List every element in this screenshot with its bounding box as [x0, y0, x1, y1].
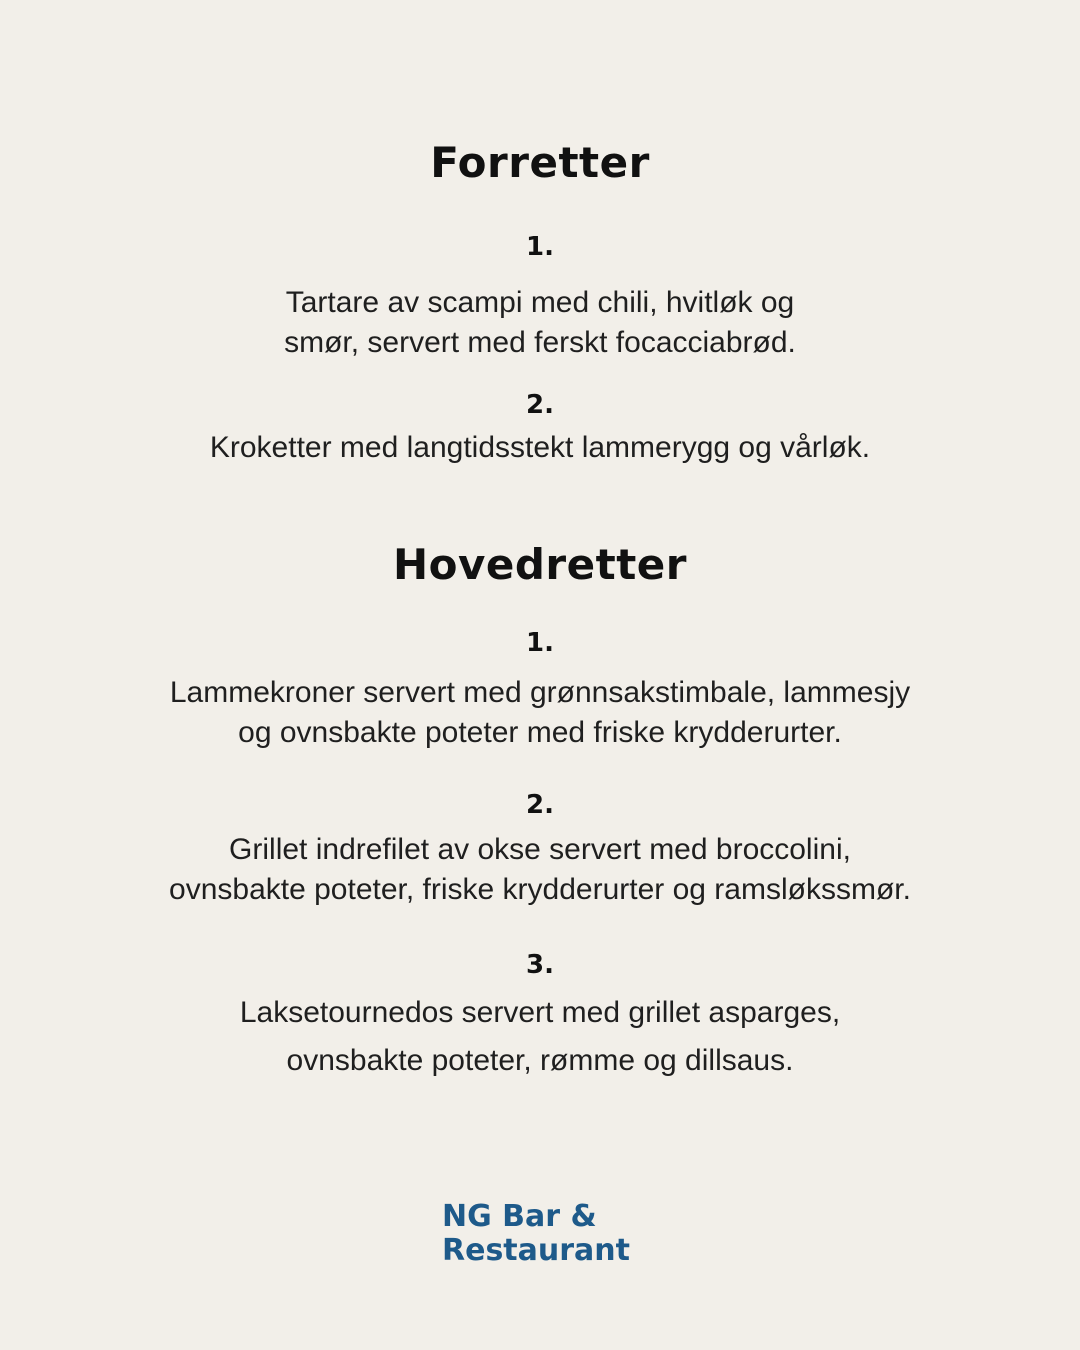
- starter-2-line-1: Kroketter med langtidsstekt lammerygg og vårløk.: [209, 431, 871, 464]
- main-3-description: [0, 989, 1080, 1085]
- main-1-line-1: Lammekroner servert med grønnsakstimbale, lammesjy: [169, 676, 911, 709]
- main-1-number: 1.: [526, 628, 554, 658]
- main-2-line-1: Grillet indrefilet av okse servert med broccolini,: [229, 833, 851, 866]
- starter-1-number: 1.: [526, 232, 554, 262]
- starter-1-description: [0, 283, 1080, 363]
- starters-heading: Forretter: [430, 138, 650, 187]
- mains-heading: Hovedretter: [393, 540, 687, 589]
- starter-2-number: 2.: [526, 390, 554, 420]
- main-1-line-2: og ovnsbakte poteter med friske krydderurter.: [238, 716, 842, 749]
- starter-1-line-2: smør, servert med ferskt focacciabrød.: [284, 326, 796, 359]
- main-3-number: 3.: [526, 950, 554, 980]
- main-2-line-2: ovnsbakte poteter, friske krydderurter og ramsløkssmør.: [169, 873, 911, 906]
- logo-line-1: NG Bar &: [442, 1199, 597, 1234]
- main-3-line-2: ovnsbakte poteter, rømme og dillsaus.: [286, 1044, 794, 1077]
- main-1-description: [0, 673, 1080, 753]
- main-2-description: [0, 830, 1080, 910]
- logo-line-2: Restaurant: [442, 1233, 630, 1268]
- starter-2-description: [0, 428, 1080, 468]
- main-2-number: 2.: [526, 790, 554, 820]
- main-3-line-1: Laksetournedos servert med grillet asparges,: [239, 996, 841, 1029]
- starter-1-line-1: Tartare av scampi med chili, hvitløk og: [285, 286, 795, 319]
- restaurant-logo: [442, 1200, 630, 1268]
